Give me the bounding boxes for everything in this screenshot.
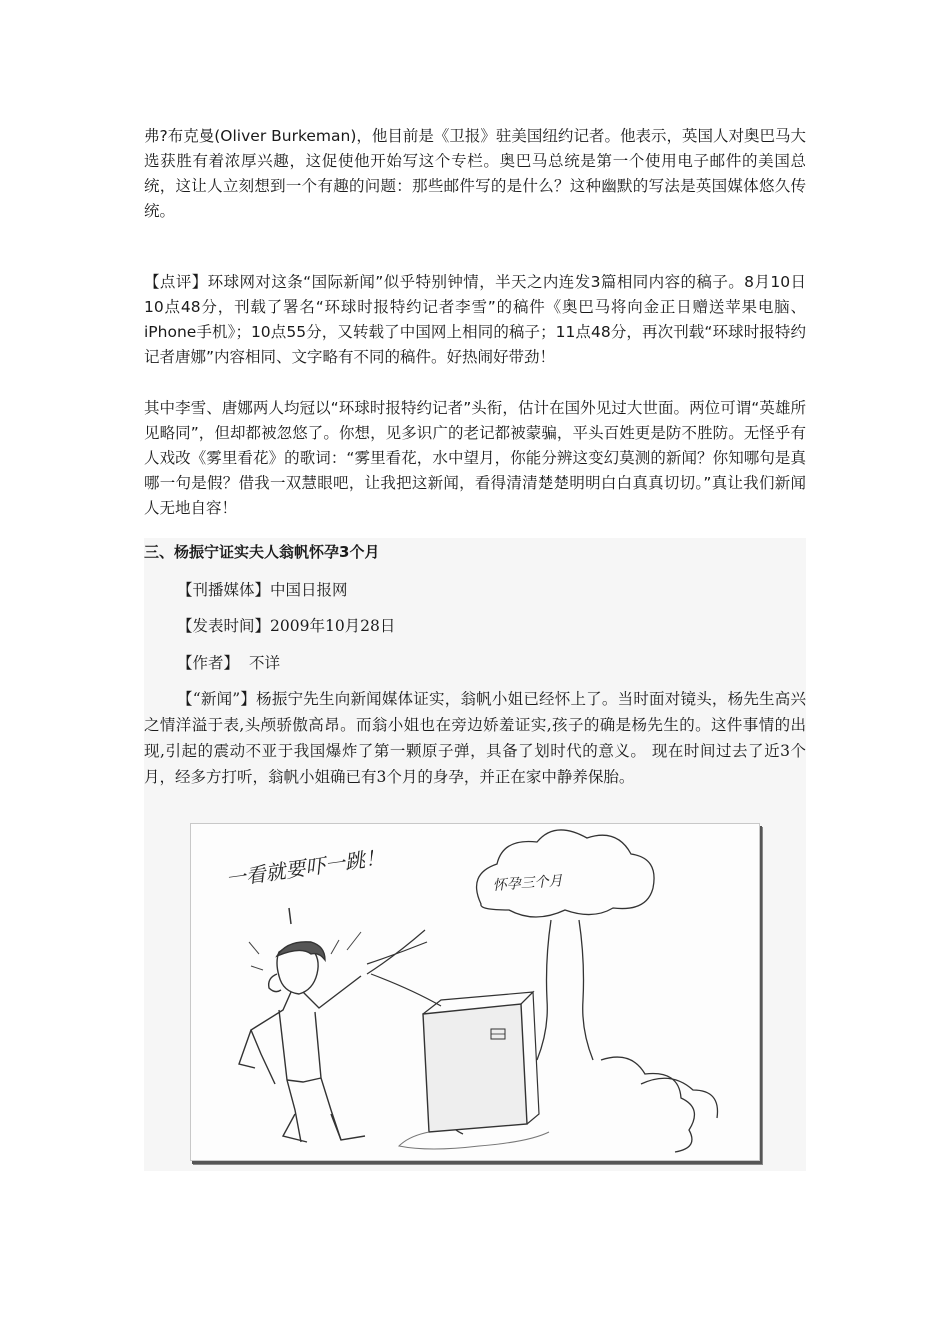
comment-paragraph-2: 其中李雪、唐娜两人均冠以“环球时报特约记者”头衔，估计在国外见过大世面。两位可谓“英雄所见略同”，但却都被忽悠了。你想，见多识广的老记都被蒙骗，平头百姓更是防不胜防。无怪乎有人戏改《雾里看花》的歌词：“雾里看花，水中望月，你能分辨这变幻莫测的新闻？你知哪句是真哪一句是假？借我一双慧眼吧，让我把这新闻，看得清清楚楚明明白白真真切切。”真让我们新闻人无地自容！ bbox=[144, 399, 806, 517]
media-label: 【刊播媒体】 bbox=[177, 581, 271, 599]
cartoon-box bbox=[423, 992, 539, 1132]
date-value: 2009年10月28日 bbox=[270, 617, 396, 635]
cartoon-shout-text: 一看就要吓一跳！ bbox=[224, 844, 387, 891]
intro-paragraph: 弗?布克曼(Oliver Burkeman)，他目前是《卫报》驻美国纽约记者。他表示，英国人对奥巴马大选获胜有着浓厚兴趣，这促使他开始写这个专栏。奥巴马总统是第一个使用电子邮件的美国总统，这让人立刻想到一个有趣的问题：那些邮件写的是什么？这种幽默的写法是英国媒体悠久传统。 bbox=[144, 127, 806, 220]
author-label: 【作者】 bbox=[177, 654, 240, 672]
media-value: 中国日报网 bbox=[270, 581, 348, 599]
date-label: 【发表时间】 bbox=[177, 617, 271, 635]
cartoon-man bbox=[239, 942, 365, 1142]
date-line bbox=[177, 614, 395, 639]
author-value: 不详 bbox=[249, 654, 281, 672]
news-section bbox=[144, 538, 806, 1171]
cartoon-cloud-text: 怀孕三个月 bbox=[492, 873, 564, 894]
news-body: 【“新闻”】杨振宁先生向新闻媒体证实，翁帆小姐已经怀上了。当时面对镜头，杨先生高兴之情洋溢于表,头颅骄傲高昂。而翁小姐也在旁边娇羞证实,孩子的确是杨先生的。这件事情的出现,引起的震动不亚于我国爆炸了第一颗原子弹，具备了划时代的意义。 现在时间过去了近3个月，经多方打听，翁帆小姐确已有3个月的身孕，并正在家中静养保胎。 bbox=[144, 690, 806, 786]
media-line bbox=[177, 578, 348, 603]
author-line bbox=[177, 651, 280, 676]
cartoon-illustration bbox=[190, 823, 760, 1161]
comment-paragraph: 【点评】环球网对这条“国际新闻”似乎特别钟情，半天之内连发3篇相同内容的稿子。8月10日10点48分，刊载了署名“环球时报特约记者李雪”的稿件《奥巴马将向金正日赠送苹果电脑、iPhone手机》；10点55分，又转载了中国网上相同的稿子；11点48分，再次刊载“环球时报特约记者唐娜”内容相同、文字略有不同的稿件。好热闹好带劲！ bbox=[144, 273, 806, 366]
section-title: 三、杨振宁证实夫人翁帆怀孕3个月 bbox=[144, 543, 380, 561]
cartoon-drawing bbox=[191, 824, 759, 1160]
